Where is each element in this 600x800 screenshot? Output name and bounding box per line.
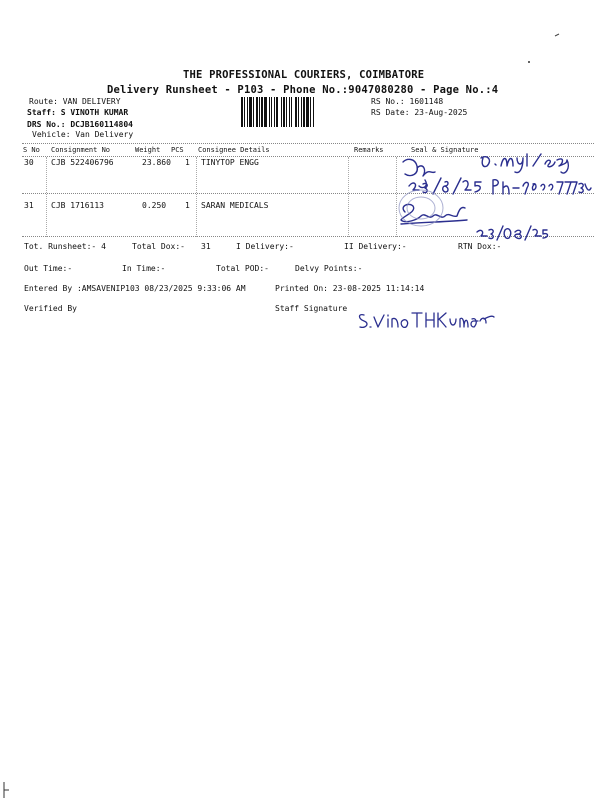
printed-on: Printed On: 23-08-2025 11:14:14 — [275, 284, 425, 293]
col-weight-header: Weight — [135, 146, 161, 154]
row-30-weight: 23.860 — [142, 158, 171, 167]
col-consignment-header: Consignment No — [51, 146, 111, 154]
ii-delivery: II Delivery:- — [344, 242, 407, 251]
i-delivery: I Delivery:- — [236, 242, 294, 251]
col-pcs-header: PCS — [171, 146, 184, 154]
col-seal-header: Seal & Signature — [411, 146, 479, 154]
total-dox-label: Total Dox:- — [132, 242, 185, 251]
row-31-weight: 0.250 — [142, 201, 167, 210]
entered-by: Entered By :AMSAVENIP103 08/23/2025 9:33:06 AM — [24, 284, 246, 293]
rs-date: RS Date: 23-Aug-2025 — [371, 108, 468, 117]
col-remarks-header: Remarks — [354, 146, 384, 154]
runsheet-subtitle: Delivery Runsheet - P103 - Phone No.:9047080280 - Page No.:4 — [107, 84, 499, 96]
row-31-sno: 31 — [24, 201, 34, 210]
col-sno-header: S No — [23, 146, 40, 154]
delvy-points: Delvy Points:- — [295, 264, 363, 273]
route-label: Route: VAN DELIVERY — [29, 97, 121, 106]
row-30-consignment: CJB 522406796 — [51, 158, 114, 167]
total-runsheet: Tot. Runsheet:- 4 — [24, 242, 106, 251]
verified-by: Verified By — [24, 304, 77, 313]
row-30-sno: 30 — [24, 158, 34, 167]
company-title: THE PROFESSIONAL COURIERS, COIMBATORE — [183, 69, 425, 81]
row-31-consignee: SARAN MEDICALS — [201, 201, 269, 210]
vehicle-label: Vehicle: Van Delivery — [32, 130, 134, 139]
total-pod: Total POD:- — [216, 264, 269, 273]
row-30-consignee: TINYTOP ENGG — [201, 158, 259, 167]
drs-number: DRS No.: DCJB160114804 — [27, 120, 133, 129]
out-time: Out Time:- — [24, 264, 73, 273]
staff-signature-label: Staff Signature — [275, 304, 348, 313]
rs-number: RS No.: 1601148 — [371, 97, 444, 106]
row-31-pcs: 1 — [185, 201, 190, 210]
total-dox-value: 31 — [201, 242, 211, 251]
rtn-dox: RTN Dox:- — [458, 242, 502, 251]
in-time: In Time:- — [122, 264, 166, 273]
row-30-pcs: 1 — [185, 158, 190, 167]
col-consignee-header: Consignee Details — [198, 146, 270, 154]
staff-label: Staff: S VINOTH KUMAR — [27, 108, 129, 117]
row-31-consignment: CJB 1716113 — [51, 201, 104, 210]
